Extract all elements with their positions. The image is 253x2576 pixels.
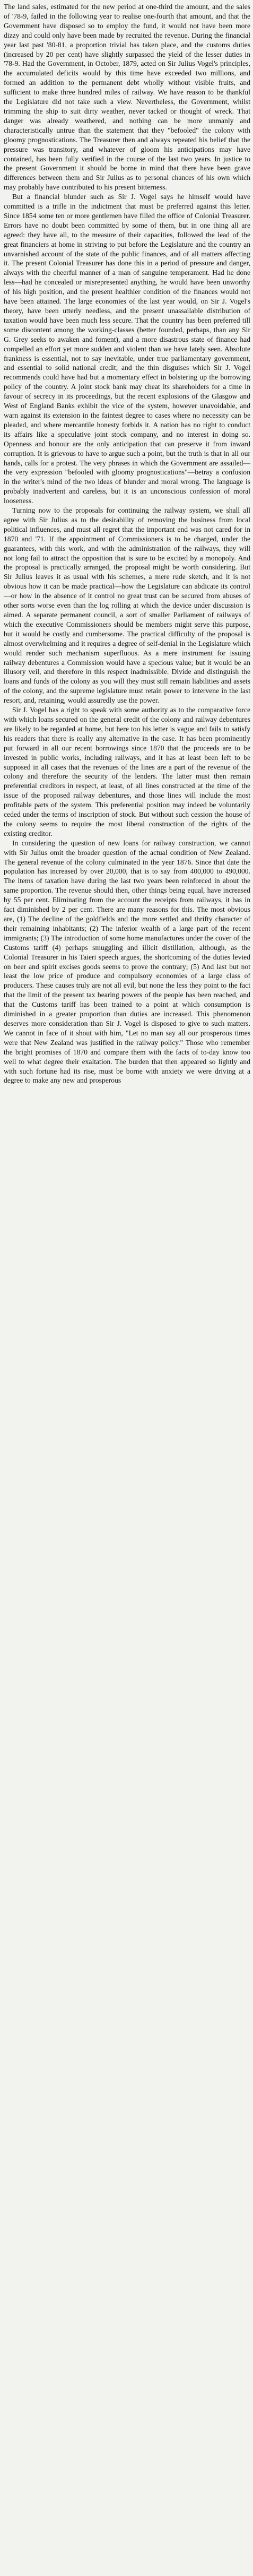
- paragraph-finance-intro: The land sales, estimated for the new period at one-third the amount, and the sales of '78-9, failed in the following year to realise one-fourth that amount, and that the Government have disposed so to employ the fund, it would not have been more dizzy and could only have been made by recruited the revenue. During the financial year last past '80-81, a proportion trivial has taken place, and the customs duties (increased by 20 per cent) have slightly surpassed the yield of the lesser duties in '78-9. Had the Government, in October, 1879, acted on Sir Julius Vogel's principles, the accumulated deficits would by this time have exceeded two millions, and formed an addition to the permanent debt wholly without visible fruits, and sufficient to make three hundred miles of railway. We have reason to be thankful the Legislature did not take such a view. Nevertheless, the Government, whilst trimming the ship to suit dirty weather, never tacked or thought of wreck. That danger was already weathered, and nothing can be more unmanly and characteristically untrue than the statement that they "befooled" the colony with gloomy prognostications. The Treasurer then and always repeated his belief that the pressure was transitory, and whatever of gloom his anticipations may have contained, has been fully verified in the course of the last two years. In justice to the present Government it should be borne in mind that there have been grave differences between them and Sir Julius as to personal chances of his own which may probably have contributed to his present bitterness.: [4, 3, 250, 192]
- paragraph-railway-debentures: Sir J. Vogel has a right to speak with some authority as to the comparative force with which loans secured on the general credit of the colony and railway debentures are likely to be regarded at home, but here too his letter is vague and fails to satisfy his readers that there is really any alternative in the case. It has been prominently put forward in all our recent borrowings since 1870 that the proceeds are to be invested in public works, including railways, and it has at least been left to be supposed in all cases that the revenues of the lines are a part of the revenue of the colony and therefore the security of the lenders. The latter must then remain preferential creditors in respect, at least, of all lines constructed at the time of the issue of the proposed railway debentures, and those lines will include the most profitable parts of the system. This preferential position may indeed be voluntarily ceded under the terms of inscription of stock. But without such cession the house of the colony seems to require the most liberal construction of the rights of the existing creditor.: [4, 706, 250, 837]
- paragraph-financial-blunder: But a financial blunder such as Sir J. Vogel says he himself would have committed is a trifle in the indictment that must be preferred against this letter. Since 1854 some ten or more gentlemen have filled the office of Colonial Treasurer. Errors have no doubt been committed by some of them, but in one thing all are agreed: they have all, to the measure of their capacities, followed the lead of the great financiers at home in striving to put before the Legislature and the country an unvarnished account of the state of the public finances, and of all matters affecting it. The present Colonial Treasurer has done this in a period of pressure and danger, always with the cheerful manner of a man of sanguine temperament. Had he done less—had he concealed or misrepresented anything, he would have been unworthy of his high position, and the present healthier condition of the finances would not have been attained. The large economies of the last year would, on Sir J. Vogel's theory, have been utterly needless, and the present unassailable distribution of taxation would have been much less secure. That the country has been preferred till some discontent among the working-classes (better founded, perhaps, than any Sir G. Grey seeks to awaken and foment), and a more disastrous state of finance had compelled an effort yet more sudden and violent than we have lately seen. Absolute frankness is essential, not to say inevitable, under true parliamentary government, and essential to solid national credit; and the thin disguises which Sir J. Vogel recommends could have had but a momentary effect in bolstering up the borrowing policy of the country. A joint stock bank may cheat its shareholders for a time in favour of secrecy in its proceedings, but the recent explosions of the Glasgow and West of England Banks exhibit the vice of the system, however unavoidable, and warn against its extension in the faintest degree to cases where no necessity can be pleaded, and where mercantile honesty forbids it. A nation has no right to conduct its affairs like a speculative joint stock company, and no interest in doing so. Openness and honour are the only anticipation that can preserve it from inward corruption. It is grievous to have to argue such a point, but the truth is that in all our hands, calls for a protest. The very phrases in which the Government are assailed—the very expression "befooled with gloomy prognostications"—betray a confusion in the writer's mind of the two ideas of blunder and moral wrong. The language is probably inadvertent and careless, but it is an unconscious confession of moral looseness.: [4, 193, 250, 505]
- paragraph-railway-proposals: Turning now to the proposals for continuing the railway system, we shall all agree with Sir Julius as to the desirability of removing the business from local political influences, and must all regret that the important end was not cared for in 1870 and '71. If the appointment of Commissioners is to be charged, under the guarantees, with this work, and with the administration of the railways, they will not long fail to attract the opposition that is sure to be excited by a monopoly. And the proposal is practically arranged, the proposal might be worth considering. But Sir Julius leaves it as usual with his schemes, a mere rude sketch, and it is not obvious how it can be made practical—how the Legislature can abdicate its control—or how in the absence of it control no great trust can be secured from abuses of other sorts worse even than the log rolling at which the device under discussion is aimed. A separate permanent council, a sort of smaller Parliament of railways of which the executive Commissioners should be members might serve this purpose, but it would be costly and cumbersome. The practical difficulty of the proposal is almost overwhelming and it requires a degree of self-denial in the Legislature which would render such mechanism superfluous. As a mere instrument for issuing railway debentures a Commission would have a specious value; but it would be an illusory veil, and therefore in this respect inadmissible. Divide and distinguish the loans and funds of the colony as you will they must still remain liabilities and assets of the colony, and the supreme legislature must retain power to intervene in the last resort, and, retaining, would assuredly use the power.: [4, 506, 251, 705]
- paragraph-new-loans: In considering the question of new loans for railway construction, we cannot with Sir Julius omit the broader question of the actual condition of New Zealand. The general revenue of the colony culminated in the year 1876. Since that date the population has increased by over 20,000, that is to say from 400,000 to 490,000. The items of taxation have during the last two years been reinforced in about the same proportion. The revenue should then, other things being equal, have increased by 55 per cent. Eliminating from the account the receipts from railways, it has in fact diminished by 2 per cent. There are many reasons for this. The most obvious are, (1) The decline of the goldfields and the more settled and thrifty character of their remaining inhabitants; (2) The inferior wealth of a large part of the recent immigrants; (3) The introduction of some home manufactures under the cover of the Customs tariff (4) perhaps smuggling and illicit distillation, although, as the Colonial Treasurer in his Taieri speech argues, the shortcoming of the duties levied on beer and spirit excises goods seems to prove the contrary; (5) And last but not least the low price of produce and compulsory economies of a large class of producers. These causes truly are not all evil, but none the less they point to the fact that the limit of the present tax bearing powers of the people has been reached, and that the Customs tariff has been trained to a point at which consumption is diminished in a greater proportion than duties are increased. This phenomenon deserves more consideration than Sir J. Vogel is disposed to give to such matters. We cannot in face of it shout with him, "Let no man say all our prosperous times were that New Zealand was justified in the railway policy." Those who remember the bright promises of 1870 and compare them with the facts of to-day know too well to what degree their exaltation. The burden that then appeared so lightly and with such fortune had its rise, must be borne with anxiety we were driving at a degree to make any new and prosperous: [4, 839, 250, 1085]
